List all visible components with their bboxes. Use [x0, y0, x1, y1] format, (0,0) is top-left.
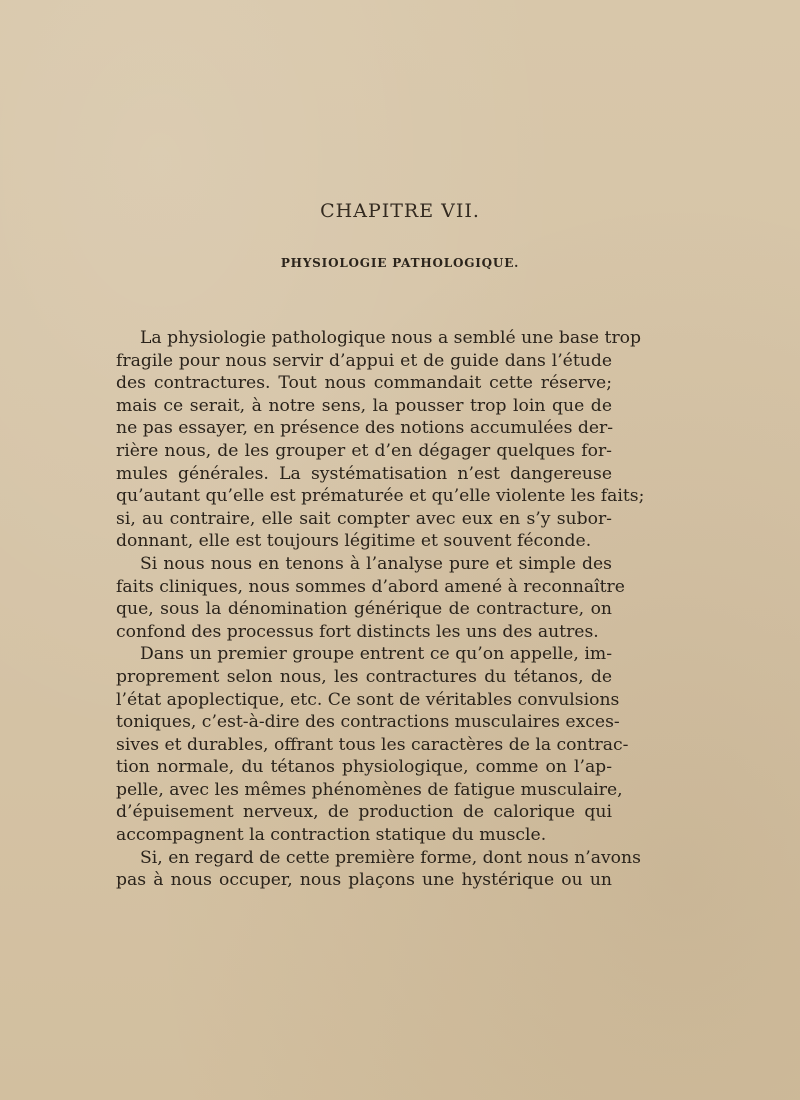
text-line: si, au contraire, elle sait compter avec eux en s’y subor- [116, 508, 612, 529]
text-line: pas à nous occuper, nous plaçons une hystérique ou un [116, 870, 612, 891]
text-line: d’épuisement nerveux, de production de calorique qui [116, 802, 612, 823]
text-line: ne pas essayer, en présence des notions accumulées der- [116, 418, 614, 439]
section-title: PHYSIOLOGIE PATHOLOGIQUE. [280, 256, 520, 270]
text-line: qu’autant qu’elle est prématurée et qu’elle violente les faits; [116, 486, 645, 507]
text-line: proprement selon nous, les contractures du tétanos, de [116, 666, 612, 687]
text-line: fragile pour nous servir d’appui et de guide dans l’étude [116, 350, 612, 371]
text-line: accompagnent la contraction statique du muscle. [116, 825, 547, 846]
text-line: confond des processus fort distincts les uns des autres. [116, 621, 599, 642]
chapter-title: CHAPITRE VII. [320, 200, 480, 222]
text-line: mules générales. La systématisation n’est dangereuse [116, 463, 612, 484]
text-line: pelle, avec les mêmes phénomènes de fatigue musculaire, [116, 779, 623, 800]
text-line: toniques, c’est-à-dire des contractions musculaires exces- [116, 712, 620, 733]
text-line: Dans un premier groupe entrent ce qu’on appelle, im- [140, 644, 612, 665]
text-line: tion normale, du tétanos physiologique, comme on l’ap- [116, 757, 612, 778]
text-line: donnant, elle est toujours légitime et souvent féconde. [116, 531, 592, 552]
text-line: mais ce serait, à notre sens, la pousser trop loin que de [116, 395, 612, 416]
text-line: Si, en regard de cette première forme, dont nous n’avons [140, 847, 641, 868]
text-line: rière nous, de les grouper et d’en dégager quelques for- [116, 440, 612, 461]
text-line: que, sous la dénomination générique de contracture, on [116, 599, 612, 620]
text-line: La physiologie pathologique nous a semblé une base trop [140, 328, 642, 348]
text-line: faits cliniques, nous sommes d’abord amené à reconnaître [116, 576, 625, 597]
body-text [116, 327, 645, 892]
text-line: Si nous nous en tenons à l’analyse pure et simple des [140, 553, 612, 574]
text-line: des contractures. Tout nous commandait cette réserve; [116, 373, 612, 394]
text-line: l’état apoplectique, etc. Ce sont de véritables convulsions [116, 689, 620, 710]
text-line: sives et durables, offrant tous les caractères de la contrac- [116, 734, 629, 755]
